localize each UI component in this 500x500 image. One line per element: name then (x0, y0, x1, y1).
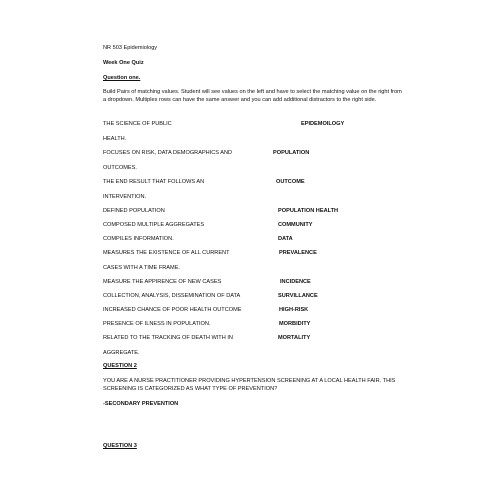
pair-answer: INCIDENCE (280, 279, 311, 285)
pair-row (103, 250, 403, 257)
pair-term: COLLECTION, ANALYSIS, DISSEMINATION OF DATA (103, 293, 241, 299)
pair-row (103, 179, 403, 186)
pair-term: MEASURE THE APPIRENCE OF NEW CASES (103, 279, 222, 285)
pair-term: PRESENCE OF ILNESS IN POPULATION. (103, 321, 211, 327)
pair-answer: EPIDEMOILOGY (301, 121, 345, 127)
pair-row (103, 208, 403, 215)
pair-term-continuation: INTERVENTION. (103, 194, 147, 200)
pair-row (103, 293, 403, 300)
pair-row (103, 279, 403, 286)
pair-term: RELATED TO THE TRACKING OF DEATH WITH IN (103, 335, 233, 341)
pair-answer: SURVILLANCE (278, 293, 318, 299)
pair-term: THE SCIENCE OF PUBLIC (103, 121, 172, 127)
pair-term: MEASURES THE EXISTENCE OF ALL CURRENT (103, 250, 230, 256)
question-2-heading: QUESTION 2 (103, 363, 137, 369)
pair-term: THE END RESULT THAT FOLLOWS AN (103, 179, 205, 185)
pair-answer: HIGH-RISK (279, 307, 309, 313)
pair-term-continuation: HEALTH. (103, 136, 127, 142)
pair-term: INCREASED CHANCE OF POOR HEALTH OUTCOME (103, 307, 242, 313)
pair-row (103, 335, 403, 342)
pair-term: FOCUSES ON RISK, DATA DEMOGRAPHICS AND (103, 150, 233, 156)
quiz-title: Week One Quiz (103, 60, 144, 66)
instructions-paragraph: Build Pairs of matching values. Student will see values on the left and have to select the matching value on the right from a dropdown. Multiples rows can have the same answer and you can add additional distractors to the right side. (103, 89, 402, 104)
pair-row (103, 236, 403, 243)
pair-term: DEFINED POPULATION (103, 208, 165, 214)
pair-row (103, 150, 403, 157)
question-one-heading: Question one. (103, 75, 141, 81)
question-3-heading: QUESTION 3 (103, 443, 137, 449)
pair-term: COMPOSED MULTIPLE AGGREGATES (103, 222, 205, 228)
pair-answer: MORTALITY (278, 335, 311, 341)
pair-row (103, 307, 403, 314)
pair-answer: PREVALENCE (279, 250, 317, 256)
pair-answer: POPULATION (273, 150, 310, 156)
course-title: NR 503 Epidemiology (103, 45, 158, 51)
pair-term: COMPILES INFORMATION. (103, 236, 174, 242)
pair-row (103, 222, 403, 229)
pair-answer: COMMUNITY (278, 222, 313, 228)
pair-term-continuation: OUTCOMES. (103, 165, 137, 171)
question-2-answer: -SECONDARY PREVENTION (103, 401, 179, 407)
pair-answer: DATA (278, 236, 293, 242)
pair-answer: OUTCOME (276, 179, 305, 185)
pair-row (103, 121, 403, 128)
pair-term-continuation: CASES WITH A TIME FRAME. (103, 265, 180, 271)
pair-answer: MORBIDITY (279, 321, 311, 327)
pair-answer: POPULATION HEALTH (278, 208, 339, 214)
pair-row (103, 321, 403, 328)
question-2-text: YOU ARE A NURSE PRACTITIONER PROVIDING HYPERTENSION SCREENING AT A LOCAL HEALTH FAIR. THIS SCREENING IS CATEGORIZED AS WHAT TYPE OF PREVENTION? (103, 378, 396, 393)
pair-term-continuation: AGGREGATE. (103, 350, 140, 356)
